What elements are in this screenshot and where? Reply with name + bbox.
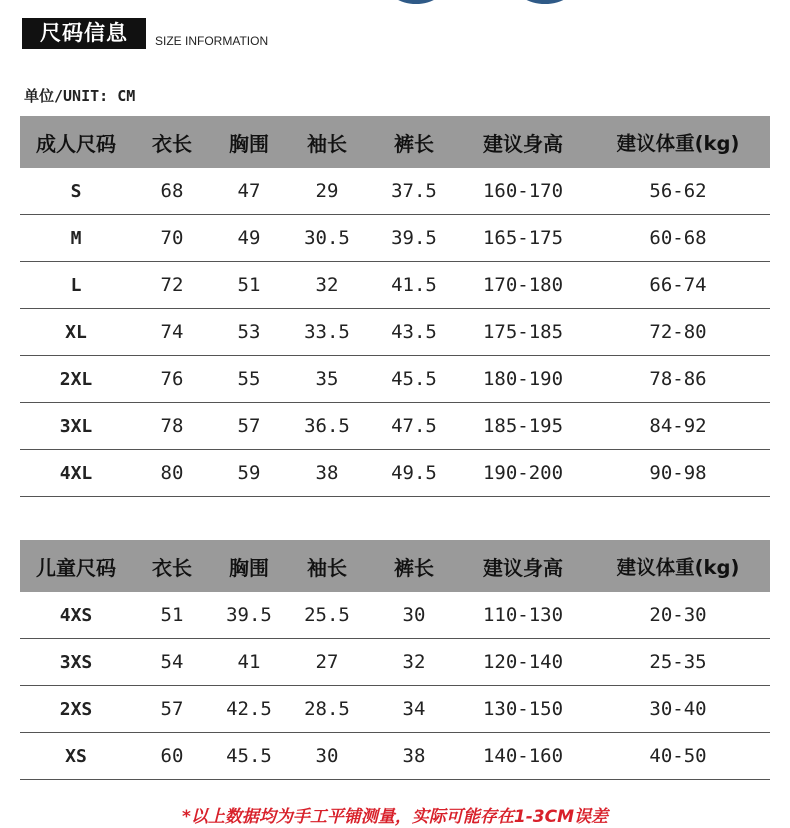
height-cell: 175-185 [460, 309, 586, 356]
size-cell: L [20, 262, 132, 309]
weight-cell: 84-92 [586, 403, 770, 450]
header-chest: 胸围 [212, 116, 286, 168]
pants-cell: 32 [368, 639, 460, 686]
weight-cell: 56-62 [586, 168, 770, 215]
weight-cell: 78-86 [586, 356, 770, 403]
size-cell: 2XL [20, 356, 132, 403]
size-cell: XL [20, 309, 132, 356]
table-row [20, 215, 770, 262]
table-row [20, 356, 770, 403]
size-cell: 4XL [20, 450, 132, 497]
height-cell: 140-160 [460, 733, 586, 780]
size-cell: XS [20, 733, 132, 780]
chest-cell: 55 [212, 356, 286, 403]
sleeve-cell: 30 [286, 733, 368, 780]
unit-label: 单位/UNIT: CM [24, 87, 136, 105]
pants-cell: 45.5 [368, 356, 460, 403]
length-cell: 51 [132, 592, 212, 639]
weight-cell: 90-98 [586, 450, 770, 497]
header-size: 儿童尺码 [20, 540, 132, 592]
chest-cell: 53 [212, 309, 286, 356]
header-pants: 裤长 [368, 540, 460, 592]
height-cell: 180-190 [460, 356, 586, 403]
height-cell: 120-140 [460, 639, 586, 686]
header-chest: 胸围 [212, 540, 286, 592]
size-cell: 3XS [20, 639, 132, 686]
adult-size-table [20, 116, 770, 497]
header-weight: 建议体重(kg) [586, 540, 770, 592]
header-sleeve: 袖长 [286, 540, 368, 592]
chest-cell: 51 [212, 262, 286, 309]
height-cell: 190-200 [460, 450, 586, 497]
header-size: 成人尺码 [20, 116, 132, 168]
length-cell: 72 [132, 262, 212, 309]
adult-header-row [20, 116, 770, 168]
top-decoration-left [385, 0, 447, 4]
weight-cell: 72-80 [586, 309, 770, 356]
pants-cell: 37.5 [368, 168, 460, 215]
header-length: 衣长 [132, 116, 212, 168]
chest-cell: 57 [212, 403, 286, 450]
sleeve-cell: 25.5 [286, 592, 368, 639]
sleeve-cell: 36.5 [286, 403, 368, 450]
pants-cell: 41.5 [368, 262, 460, 309]
length-cell: 54 [132, 639, 212, 686]
sleeve-cell: 38 [286, 450, 368, 497]
header-weight: 建议体重(kg) [586, 116, 770, 168]
height-cell: 170-180 [460, 262, 586, 309]
length-cell: 60 [132, 733, 212, 780]
table-row [20, 686, 770, 733]
sleeve-cell: 28.5 [286, 686, 368, 733]
length-cell: 70 [132, 215, 212, 262]
size-cell: 2XS [20, 686, 132, 733]
table-row [20, 733, 770, 780]
pants-cell: 39.5 [368, 215, 460, 262]
weight-cell: 20-30 [586, 592, 770, 639]
size-cell: 3XL [20, 403, 132, 450]
sleeve-cell: 33.5 [286, 309, 368, 356]
kids-header-row [20, 540, 770, 592]
header-pants: 裤长 [368, 116, 460, 168]
table-row [20, 639, 770, 686]
chest-cell: 59 [212, 450, 286, 497]
sleeve-cell: 29 [286, 168, 368, 215]
height-cell: 110-130 [460, 592, 586, 639]
table-row [20, 309, 770, 356]
sleeve-cell: 35 [286, 356, 368, 403]
length-cell: 68 [132, 168, 212, 215]
chest-cell: 39.5 [212, 592, 286, 639]
weight-cell: 66-74 [586, 262, 770, 309]
weight-cell: 30-40 [586, 686, 770, 733]
measurement-footnote: *以上数据均为手工平铺测量，实际可能存在1-3CM误差 [182, 807, 608, 827]
chest-cell: 42.5 [212, 686, 286, 733]
table-row [20, 403, 770, 450]
chest-cell: 49 [212, 215, 286, 262]
header-height: 建议身高 [460, 116, 586, 168]
sleeve-cell: 27 [286, 639, 368, 686]
chest-cell: 45.5 [212, 733, 286, 780]
pants-cell: 38 [368, 733, 460, 780]
table-row [20, 450, 770, 497]
sleeve-cell: 30.5 [286, 215, 368, 262]
length-cell: 74 [132, 309, 212, 356]
kids-size-table [20, 540, 770, 780]
top-decoration-right [513, 0, 577, 4]
table-row [20, 168, 770, 215]
height-cell: 165-175 [460, 215, 586, 262]
pants-cell: 43.5 [368, 309, 460, 356]
size-cell: 4XS [20, 592, 132, 639]
length-cell: 78 [132, 403, 212, 450]
length-cell: 76 [132, 356, 212, 403]
length-cell: 80 [132, 450, 212, 497]
pants-cell: 47.5 [368, 403, 460, 450]
table-row [20, 592, 770, 639]
pants-cell: 30 [368, 592, 460, 639]
weight-cell: 25-35 [586, 639, 770, 686]
sleeve-cell: 32 [286, 262, 368, 309]
length-cell: 57 [132, 686, 212, 733]
height-cell: 160-170 [460, 168, 586, 215]
pants-cell: 49.5 [368, 450, 460, 497]
section-title: 尺码信息 [22, 18, 146, 49]
pants-cell: 34 [368, 686, 460, 733]
size-cell: M [20, 215, 132, 262]
size-cell: S [20, 168, 132, 215]
chest-cell: 47 [212, 168, 286, 215]
height-cell: 130-150 [460, 686, 586, 733]
table-row [20, 262, 770, 309]
height-cell: 185-195 [460, 403, 586, 450]
weight-cell: 60-68 [586, 215, 770, 262]
header-sleeve: 袖长 [286, 116, 368, 168]
chest-cell: 41 [212, 639, 286, 686]
header-length: 衣长 [132, 540, 212, 592]
header-height: 建议身高 [460, 540, 586, 592]
section-subtitle: SIZE INFORMATION [155, 34, 269, 48]
weight-cell: 40-50 [586, 733, 770, 780]
